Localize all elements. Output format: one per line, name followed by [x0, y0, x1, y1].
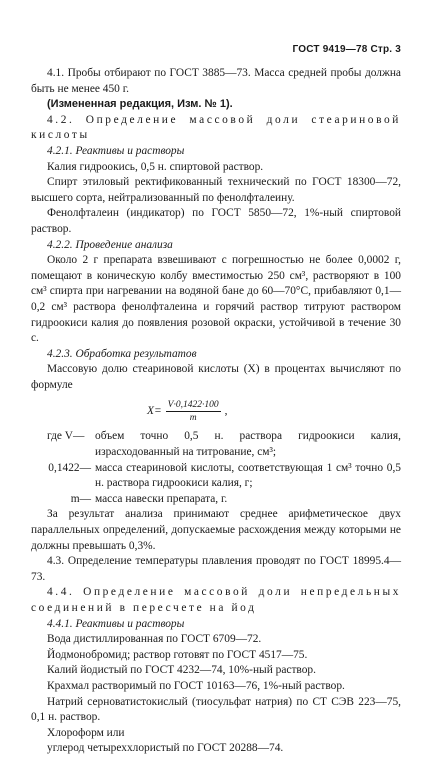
- definition-symbol: где V—: [47, 430, 85, 443]
- subsection-4-2-2-title: 4.2.2. Проведение анализа: [47, 238, 173, 251]
- page-content: [31, 66, 401, 757]
- definition-symbol: m—: [70, 492, 91, 505]
- formula-intro: Массовую долю стеариновой кислоты (X) в процентах вычисляют по формуле: [31, 363, 401, 391]
- formula-definitions: [31, 429, 401, 507]
- definition-text: масса навески препарата, г.: [95, 492, 228, 505]
- amendment-note: (Измененная редакция, Изм. № 1).: [47, 98, 233, 111]
- reagent-koh: Калия гидроокись, 0,5 н. спиртовой раствор.: [47, 160, 264, 173]
- formula-numerator: V·0,1422·100: [167, 399, 219, 410]
- analysis-procedure: Около 2 г препарата взвешивают с погрешностью не более 0,0002 г, помещают в коническую колбу вместимостью 250 см³, растворяют в 100 см³ спирта при нагревании на водяной бане до 60—70°С, прибавляют 0,1—0,2 см³ раствора фенолфталеина и горячий раствор титруют раствором гидроокиси калия до появления розовой окраски, устойчивой в течение 30 с.: [31, 254, 401, 345]
- formula-denominator: m: [189, 412, 197, 423]
- reagent-iodine-monobromide: Йодмонобромид; раствор готовят по ГОСТ 4517—75.: [47, 648, 308, 661]
- paragraph-4-3: 4.3. Определение температуры плавления проводят по ГОСТ 18995.4—73.: [31, 555, 401, 583]
- subsection-4-2-1-title: 4.2.1. Реактивы и растворы: [47, 144, 185, 157]
- reagent-phenolphthalein: Фенолфталеин (индикатор) по ГОСТ 5850—72, 1%-ный спиртовой раствор.: [31, 207, 401, 235]
- reagent-water: Вода дистиллированная по ГОСТ 6709—72.: [47, 633, 262, 646]
- section-4-4-title: 4.4. Определение массовой доли непредельных соединений в пересчете на йод: [31, 586, 401, 614]
- result-paragraph: За результат анализа принимают среднее арифметическое двух параллельных определений, допускаемые расхождения между которыми не должны превышать 0,3%.: [31, 508, 401, 552]
- definition-row: [31, 429, 401, 460]
- page-header: ГОСТ 9419—78 Стр. 3: [292, 44, 401, 55]
- paragraph-4-1: 4.1. Пробы отбирают по ГОСТ 3885—73. Масса средней пробы должна быть не менее 450 г.: [31, 67, 401, 95]
- formula-tail: ,: [224, 404, 228, 417]
- subsection-4-2-3-title: 4.2.3. Обработка результатов: [47, 347, 197, 360]
- definition-row: [31, 492, 401, 508]
- definition-row: [31, 461, 401, 492]
- definition-symbol: 0,1422—: [48, 461, 91, 474]
- reagent-ethanol: Спирт этиловый ректификованный технический по ГОСТ 18300—72, высшего сорта, нейтрализованный по фенолфталеину.: [31, 176, 401, 204]
- definition-text: объем точно 0,5 н. раствора гидроокиси калия, израсходованный на титрование, см³;: [95, 430, 401, 459]
- section-4-2-title: 4.2. Определение массовой доли стеариновой кислоты: [31, 113, 401, 142]
- reagent-chloroform: Хлороформ или: [47, 726, 125, 739]
- stearic-acid-formula: [147, 396, 401, 426]
- reagent-carbon-tetrachloride: углерод четыреххлористый по ГОСТ 20288—74.: [47, 742, 284, 755]
- subsection-4-4-1-title: 4.4.1. Реактивы и растворы: [47, 617, 185, 630]
- formula-lhs: X=: [147, 404, 162, 417]
- definition-text: масса стеариновой кислоты, соответствующая 1 см³ точно 0,5 н. раствора гидроокиси калия, г;: [95, 461, 401, 490]
- reagent-potassium-iodide: Калий йодистый по ГОСТ 4232—74, 10%-ный раствор.: [47, 664, 316, 677]
- reagent-starch: Крахмал растворимый по ГОСТ 10163—76, 1%-ный раствор.: [47, 679, 345, 692]
- formula-fraction: [166, 399, 221, 424]
- reagent-sodium-thiosulfate: Натрий серноватистокислый (тиосульфат натрия) по СТ СЭВ 223—75, 0,1 н. раствор.: [31, 695, 401, 724]
